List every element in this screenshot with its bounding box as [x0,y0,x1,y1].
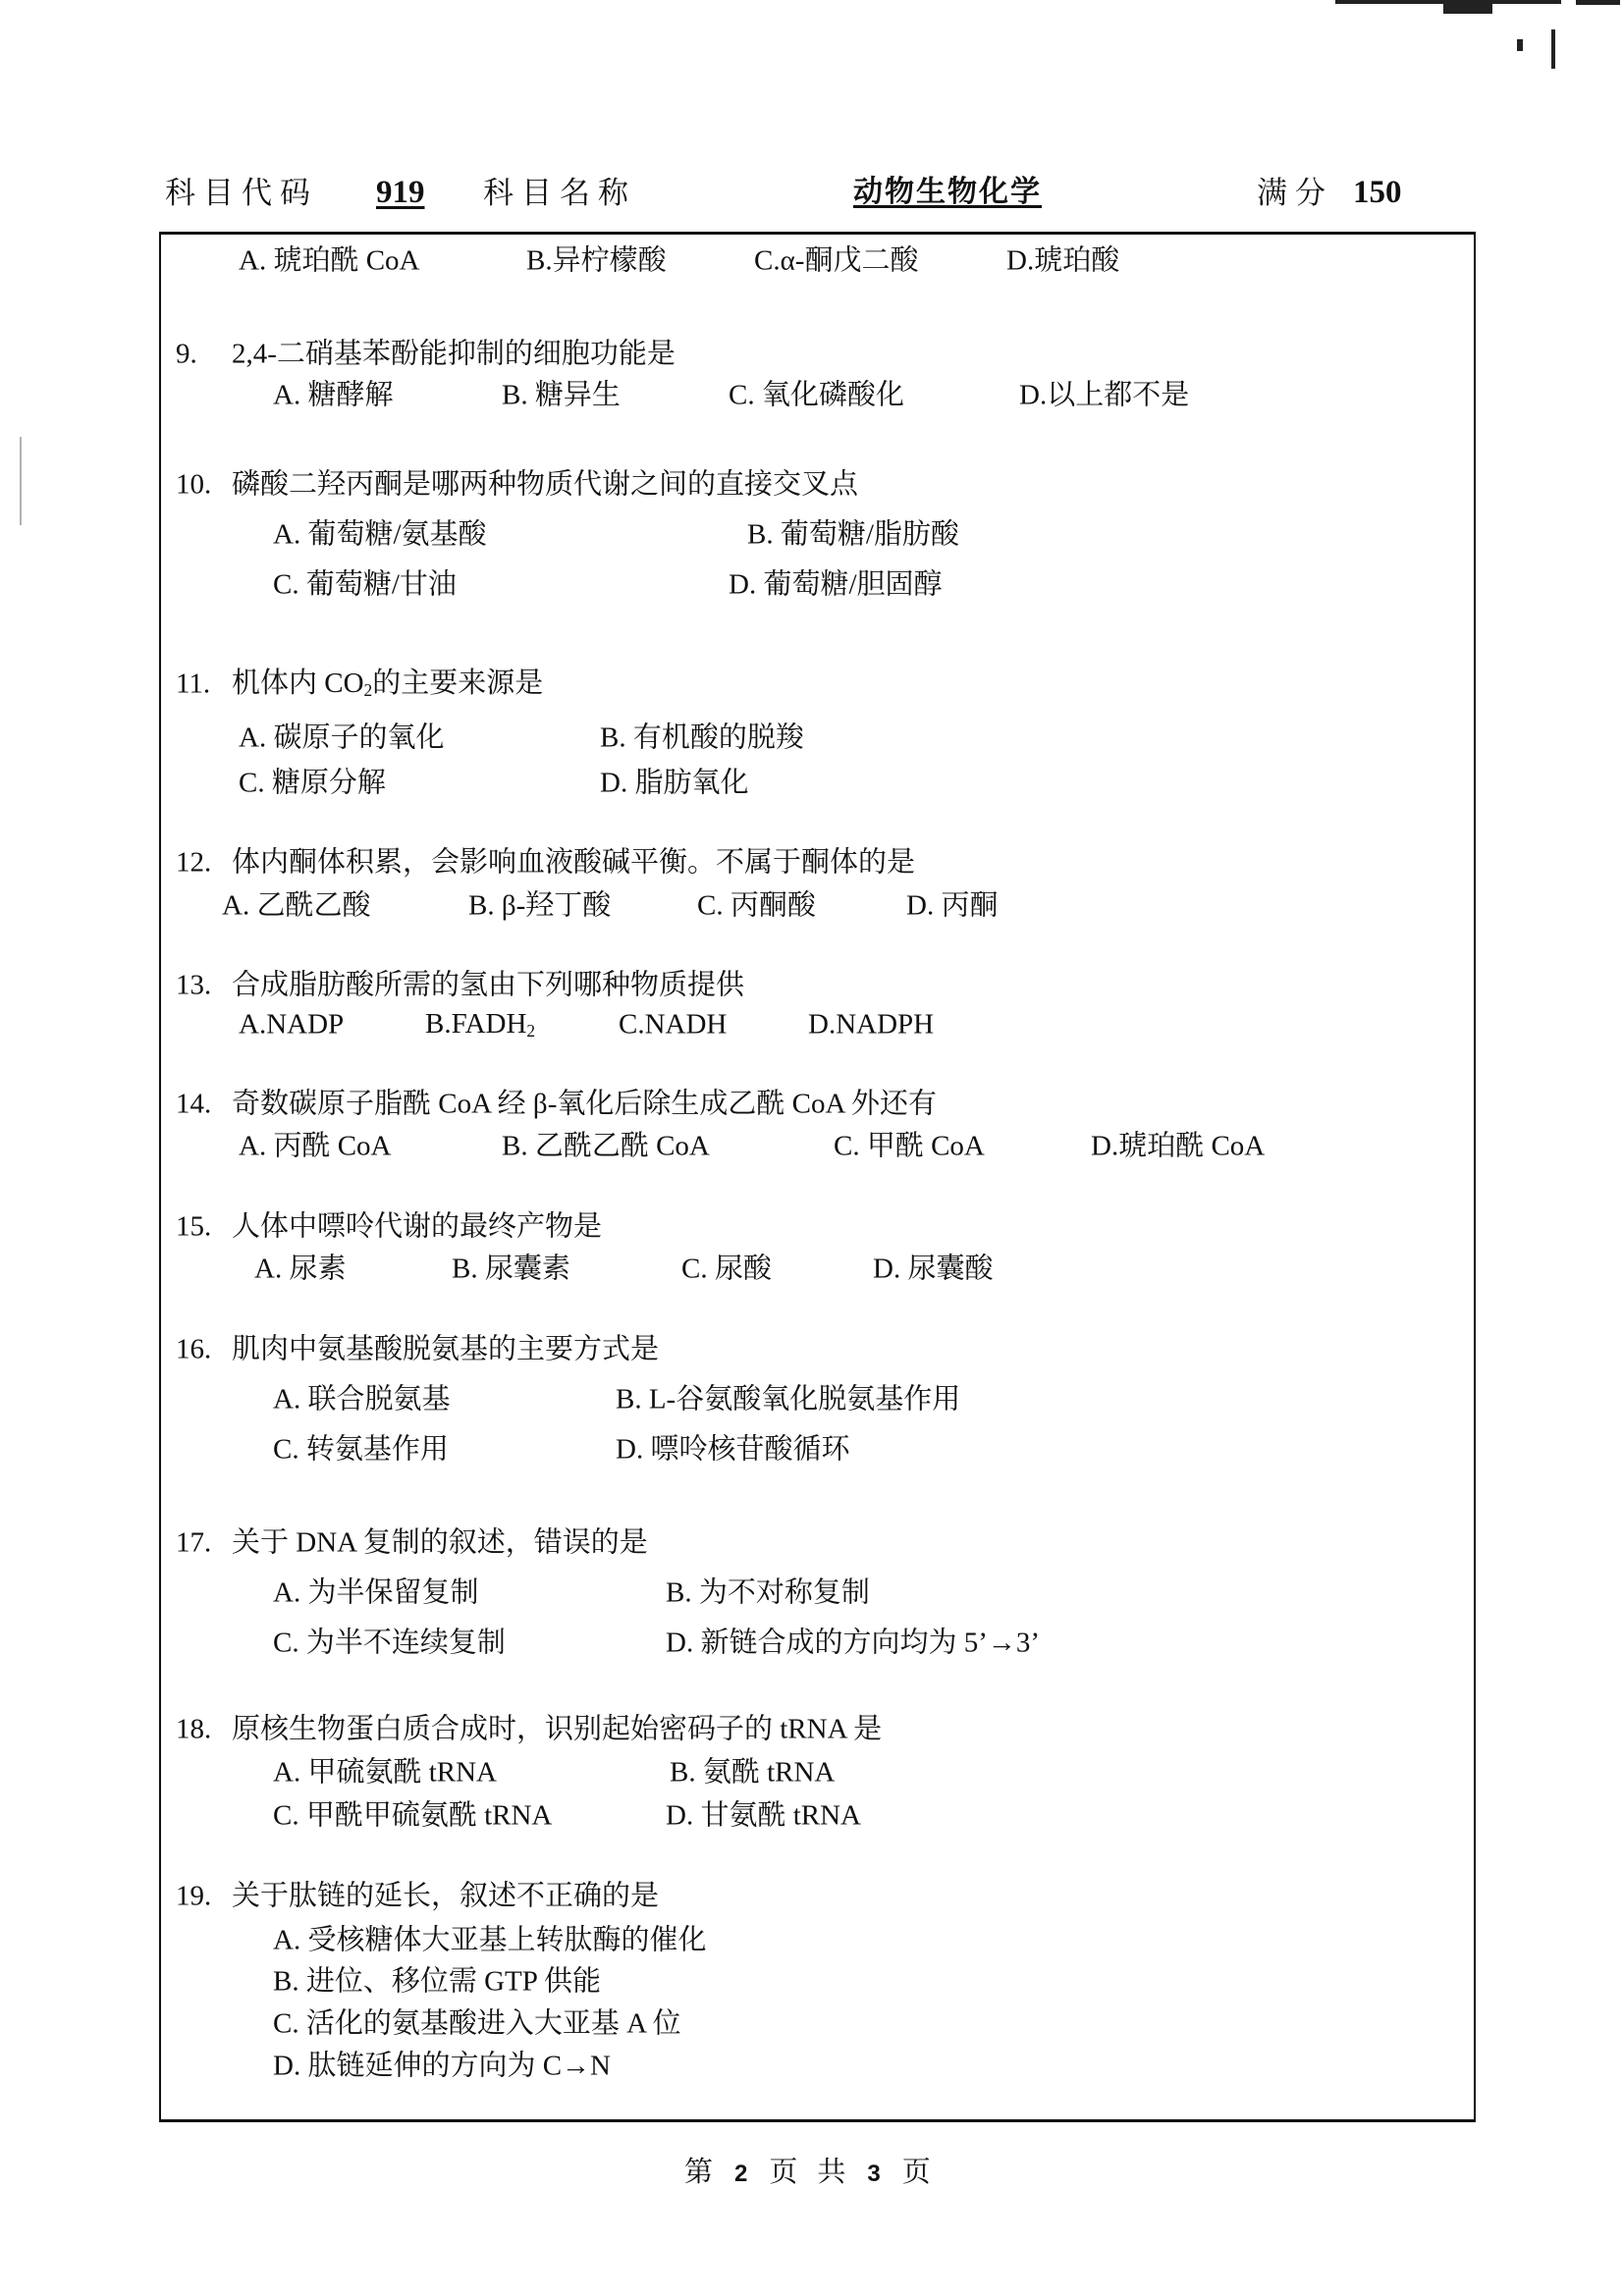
subject-code-value: 919 [376,175,425,210]
subscript: 2 [363,679,373,700]
question-number: 11. [176,667,211,700]
option-b: B. L-谷氨酸氧化脱氨基作用 [616,1383,961,1415]
question-number: 9. [176,338,197,370]
option-b: B.异柠檬酸 [526,244,667,277]
subject-name-value: 动物生物化学 [853,176,1042,208]
stem-text: 的主要来源是 [372,667,544,699]
option-d: D. 甘氨酰 tRNA [666,1799,861,1832]
option-b: B. β-羟丁酸 [468,889,612,922]
question-stem [232,669,543,699]
question-stem: 原核生物蛋白质合成时，识别起始密码子的 tRNA 是 [232,1713,883,1745]
option-c: C. 甲酰甲硫氨酰 tRNA [273,1799,553,1832]
option-a: A. 丙酰 CoA [239,1130,392,1162]
option-d: D.以上都不是 [1019,379,1190,411]
question-number: 12. [176,846,212,879]
option-c: C. 氧化磷酸化 [729,379,904,411]
option-b: B. 糖异生 [502,379,621,411]
option-b: B. 有机酸的脱羧 [600,721,804,754]
question-stem: 关于 DNA 复制的叙述，错误的是 [232,1526,648,1559]
option-a: A. 尿素 [254,1253,347,1285]
scan-artifact [20,437,22,525]
option-c: C. 尿酸 [681,1253,772,1285]
subject-code-label: 科目代码 [165,176,318,210]
option-a: A. 碳原子的氧化 [239,721,445,754]
option-c: C.α-酮戊二酸 [754,244,919,277]
question-number: 16. [176,1333,212,1365]
option-c: C. 糖原分解 [239,767,386,799]
option-a: A. 葡萄糖/氨基酸 [273,518,487,551]
scan-artifact [1517,39,1523,51]
question-stem: 磷酸二羟丙酮是哪两种物质代谢之间的直接交叉点 [232,468,859,501]
option-d: D. 脂肪氧化 [600,767,749,799]
option-a: A. 糖酵解 [273,379,394,411]
option-c: C. 活化的氨基酸进入大亚基 A 位 [273,2007,681,2040]
option-c: C. 甲酰 CoA [834,1130,985,1162]
option-d: D. 肽链延伸的方向为 C→N [273,2050,611,2082]
current-page: 2 [734,2161,748,2187]
option-d: D. 嘌呤核苷酸循环 [616,1433,850,1466]
footer-suffix: 页 [901,2157,931,2188]
option-b: B. 葡萄糖/脂肪酸 [747,518,959,551]
option-c: C. 转氨基作用 [273,1433,449,1466]
question-stem: 人体中嘌呤代谢的最终产物是 [232,1210,603,1243]
scan-artifact [1443,4,1492,14]
question-number: 15. [176,1210,212,1243]
option-d: D.琥珀酰 CoA [1091,1130,1266,1162]
question-stem: 合成脂肪酸所需的氢由下列哪种物质提供 [232,969,745,1001]
option-b: B. 进位、移位需 GTP 供能 [273,1965,602,1998]
option-b: B. 氨酰 tRNA [670,1756,836,1789]
option-b: B. 乙酰乙酰 CoA [502,1130,710,1162]
option-d: D. 尿囊酸 [873,1253,994,1285]
option-text: B.FADH [425,1007,527,1040]
option-a: A. 甲硫氨酰 tRNA [273,1756,497,1789]
option-a: A. 琥珀酰 CoA [239,244,420,277]
option-a: A. 乙酰乙酸 [222,889,371,922]
footer-middle: 页共 [769,2157,866,2188]
option-d: D.琥珀酸 [1006,244,1120,277]
question-number: 18. [176,1713,212,1745]
option-b: B. 为不对称复制 [666,1576,870,1609]
option-d: D.NADPH [808,1008,935,1041]
subscript: 2 [526,1020,536,1041]
subject-name-label: 科目名称 [483,176,636,210]
question-stem: 肌肉中氨基酸脱氨基的主要方式是 [232,1333,660,1365]
option-a: A. 为半保留复制 [273,1576,479,1609]
scan-artifact [1576,0,1620,5]
question-stem: 体内酮体积累，会影响血液酸碱平衡。不属于酮体的是 [232,846,916,879]
scan-artifact [1551,29,1555,69]
total-pages: 3 [867,2161,881,2187]
option-a: A.NADP [239,1008,345,1041]
question-number: 14. [176,1088,212,1120]
question-stem: 关于肽链的延长，叙述不正确的是 [232,1880,660,1912]
question-number: 19. [176,1880,212,1912]
option-c: C. 丙酮酸 [697,889,816,922]
question-stem: 奇数碳原子脂酰 CoA 经 β-氧化后除生成乙酰 CoA 外还有 [232,1088,938,1120]
question-box [159,232,1476,2122]
footer-prefix: 第 [684,2157,714,2188]
option-d: D. 葡萄糖/胆固醇 [729,568,943,601]
question-stem: 2,4-二硝基苯酚能抑制的细胞功能是 [232,338,676,370]
option-b: B. 尿囊素 [452,1253,570,1285]
option-d: D. 新链合成的方向均为 5’→3’ [666,1627,1041,1659]
page-footer [684,2150,931,2190]
option-a: A. 受核糖体大亚基上转肽酶的催化 [273,1924,707,1956]
option-a: A. 联合脱氨基 [273,1383,451,1415]
option-c: C. 为半不连续复制 [273,1627,506,1659]
option-d: D. 丙酮 [906,889,999,922]
full-score-label: 满分 [1257,176,1333,210]
full-score-value: 150 [1353,175,1402,210]
stem-text: 机体内 CO [232,667,364,699]
question-number: 10. [176,468,212,501]
option-c: C. 葡萄糖/甘油 [273,568,457,601]
question-number: 17. [176,1526,212,1559]
option-c: C.NADH [619,1008,728,1041]
option-b [425,1007,536,1041]
question-number: 13. [176,969,212,1001]
